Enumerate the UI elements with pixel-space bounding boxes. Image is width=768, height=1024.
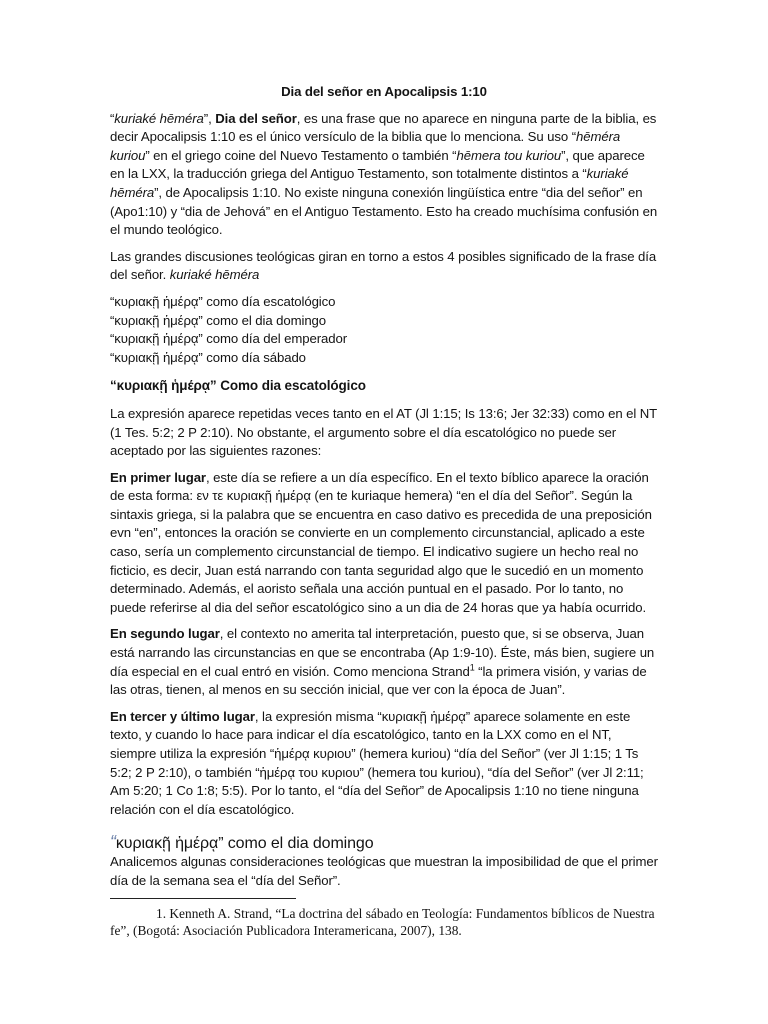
section-heading-escatologico: “κυριακῇ ἡμέρᾳ” Como dia escatológico: [110, 378, 366, 394]
page-title: Dia del señor en Apocalipsis 1:10: [281, 84, 487, 99]
third-point-text: , la expresión misma “κυριακῇ ἡμέρᾳ” aparece solamente en este texto, y cuando lo hace para indicar el día escatológico, tanto en la LXX como en el NT, siempre utiliza la expresión “ἡμέρᾳ κυριου” (hemera kuriou) “día del Señor” (ver Jl 1:15; 1 Ts 5:2; 2 P 2:10), o también “ἡμέρᾳ του κυριου” (hemera tou kuriou), “día del Señor” (ver Jl 2:11; Am 5:20; 1 Co 1:8; 5:5). Por lo tanto, el “día del Señor” de Apocalipsis 1:10 no tiene ninguna relación con el día escatológico.: [110, 708, 644, 817]
discussion-text: Las grandes discusiones teológicas giran en torno a estos 4 posibles significado de la frase día del señor.: [110, 248, 657, 283]
section1-paragraph-2: [110, 469, 658, 618]
footnote-separator: [110, 898, 296, 899]
intro-text-4: ”, de Apocalipsis 1:10. No existe ninguna conexión lingüística entre “dia del señor” en (Apo1:10) y “dia de Jehová” en el Antiguo Testamento. Esto ha creado muchísima confusión en el mundo teológico.: [110, 184, 658, 238]
intro-text-3: ”, que aparece en la LXX, la traducción griega del Antiguo Testamento, son totalmente distintos a “: [110, 147, 645, 182]
list-item: “κυριακῇ ἡμέρᾳ” como el dia domingo: [110, 312, 327, 328]
third-point-label: En tercer y último lugar: [110, 708, 255, 724]
second-point-label: En segundo lugar: [110, 626, 220, 642]
section2-paragraph-1: Analicemos algunas consideraciones teológicas que muestran la imposibilidad de que el primer día de la semana sea el “día del Señor”.: [110, 854, 658, 888]
meanings-list: [110, 293, 658, 367]
list-item: “κυριακῇ ἡμέρᾳ” como día escatológico: [110, 293, 336, 309]
second-point-text-b: “la primera visión, y varias de las otras, tienen, al menos en su sección inicial, que ver con la época de Juan”.: [110, 663, 647, 698]
list-item: “κυριακῇ ἡμέρᾳ” como día del emperador: [110, 331, 347, 347]
heading-open-quote: “: [110, 832, 116, 853]
document-body: [110, 83, 658, 891]
discussion-paragraph: [110, 248, 658, 285]
intro-text-1: , es una frase que no aparece en ninguna parte de la biblia, es decir Apocalipsis 1:10 es el único versículo de la biblia que lo menciona. Su uso “: [110, 110, 657, 145]
second-point-text-a: , el contexto no amerita tal interpretación, puesto que, si se observa, Juan está narrando las circunstancias en que se encontraba (Ap 1:9-10). Éste, más bien, sugiere un día especial en el cual entró en visión. Como menciona Strand: [110, 626, 655, 679]
section1-paragraph-1: La expresión aparece repetidas veces tanto en el AT (Jl 1:15; Is 13:6; Jer 32:33) como en el NT (1 Tes. 5:2; 2 P 2:10). No obstante, el argumento sobre el día escatológico no puede ser aceptado por las siguientes razones:: [110, 405, 657, 459]
list-item: “κυριακῇ ἡμέρᾳ” como día sábado: [110, 349, 306, 365]
intro-paragraph: “kuriaké hēméra”, Dia del señor, es una frase que no aparece en ninguna parte de la biblia, es decir Apocalipsis 1:10 es el único versículo de la biblia que lo menciona. Su uso “hēméra kuriou” en el griego coine del Nuevo Testamento o también “hēmera tou kuriou”, que aparece en la LXX, la traducción griega del Antiguo Testamento, son totalmente distintos a “kuriaké hēméra”, de Apocalipsis 1:10. No existe ninguna conexión lingüística entre “dia del señor” en (Apo1:10) y “dia de Jehová” en el Antiguo Testamento. Esto ha creado muchísima confusión en el mundo teológico.: [110, 110, 658, 238]
intro-term-bold: Dia del señor: [215, 110, 297, 126]
footnote: 1. Kenneth A. Strand, “La doctrina del sábado en Teología: Fundamentos bíblicos de Nuestra fe”, (Bogotá: Asociación Publicadora Interamericana, 2007), 138.: [110, 906, 655, 938]
heading-text: κυριακῇ ἡμέρᾳ” como el dia domingo: [115, 835, 374, 853]
intro-term-close: ”,: [203, 110, 212, 126]
first-point-text: , este día se refiere a un día específico. En el texto bíblico aparece la oración de esta forma: εν τε κυριακῇ ἡμέρᾳ (en te kuriaque hemera) “en el día del Señor”. Según la sintaxis griega, si la palabra que se encuentra en caso dativo es precedida de una preposición evn “en”, entonces la oración se convierte en un complemento circunstancial, aplicado a este caso, sería un complemento circunstancial de tiempo. El indicativo sugiere un hecho real no ficticio, es decir, Juan está narrando con tanta seguridad algo que le sucedió en un momento determinado. Además, el aoristo señala una acción puntual en el pasado. Por lo tanto, no puede referirse al dia del señor escatológico sino a un dia de 24 horas que ya había ocurrido.: [110, 469, 652, 615]
intro-italic-3: hēmera tou kuriou: [456, 147, 562, 163]
intro-italic-4: kuriaké hēméra: [110, 166, 629, 200]
section1-paragraph-3: [110, 625, 658, 699]
discussion-italic: kuriaké hēméra: [169, 267, 260, 283]
first-point-label: En primer lugar: [110, 469, 206, 485]
section1-paragraph-4: [110, 708, 658, 820]
intro-italic-2: hēméra kuriou: [110, 129, 621, 163]
footnote-ref[interactable]: 1: [469, 662, 475, 673]
intro-text-2: ” en el griego coine del Nuevo Testamento o también “: [145, 147, 457, 163]
section-heading-domingo: [110, 833, 658, 853]
intro-term: kuriaké hēméra: [114, 110, 204, 126]
